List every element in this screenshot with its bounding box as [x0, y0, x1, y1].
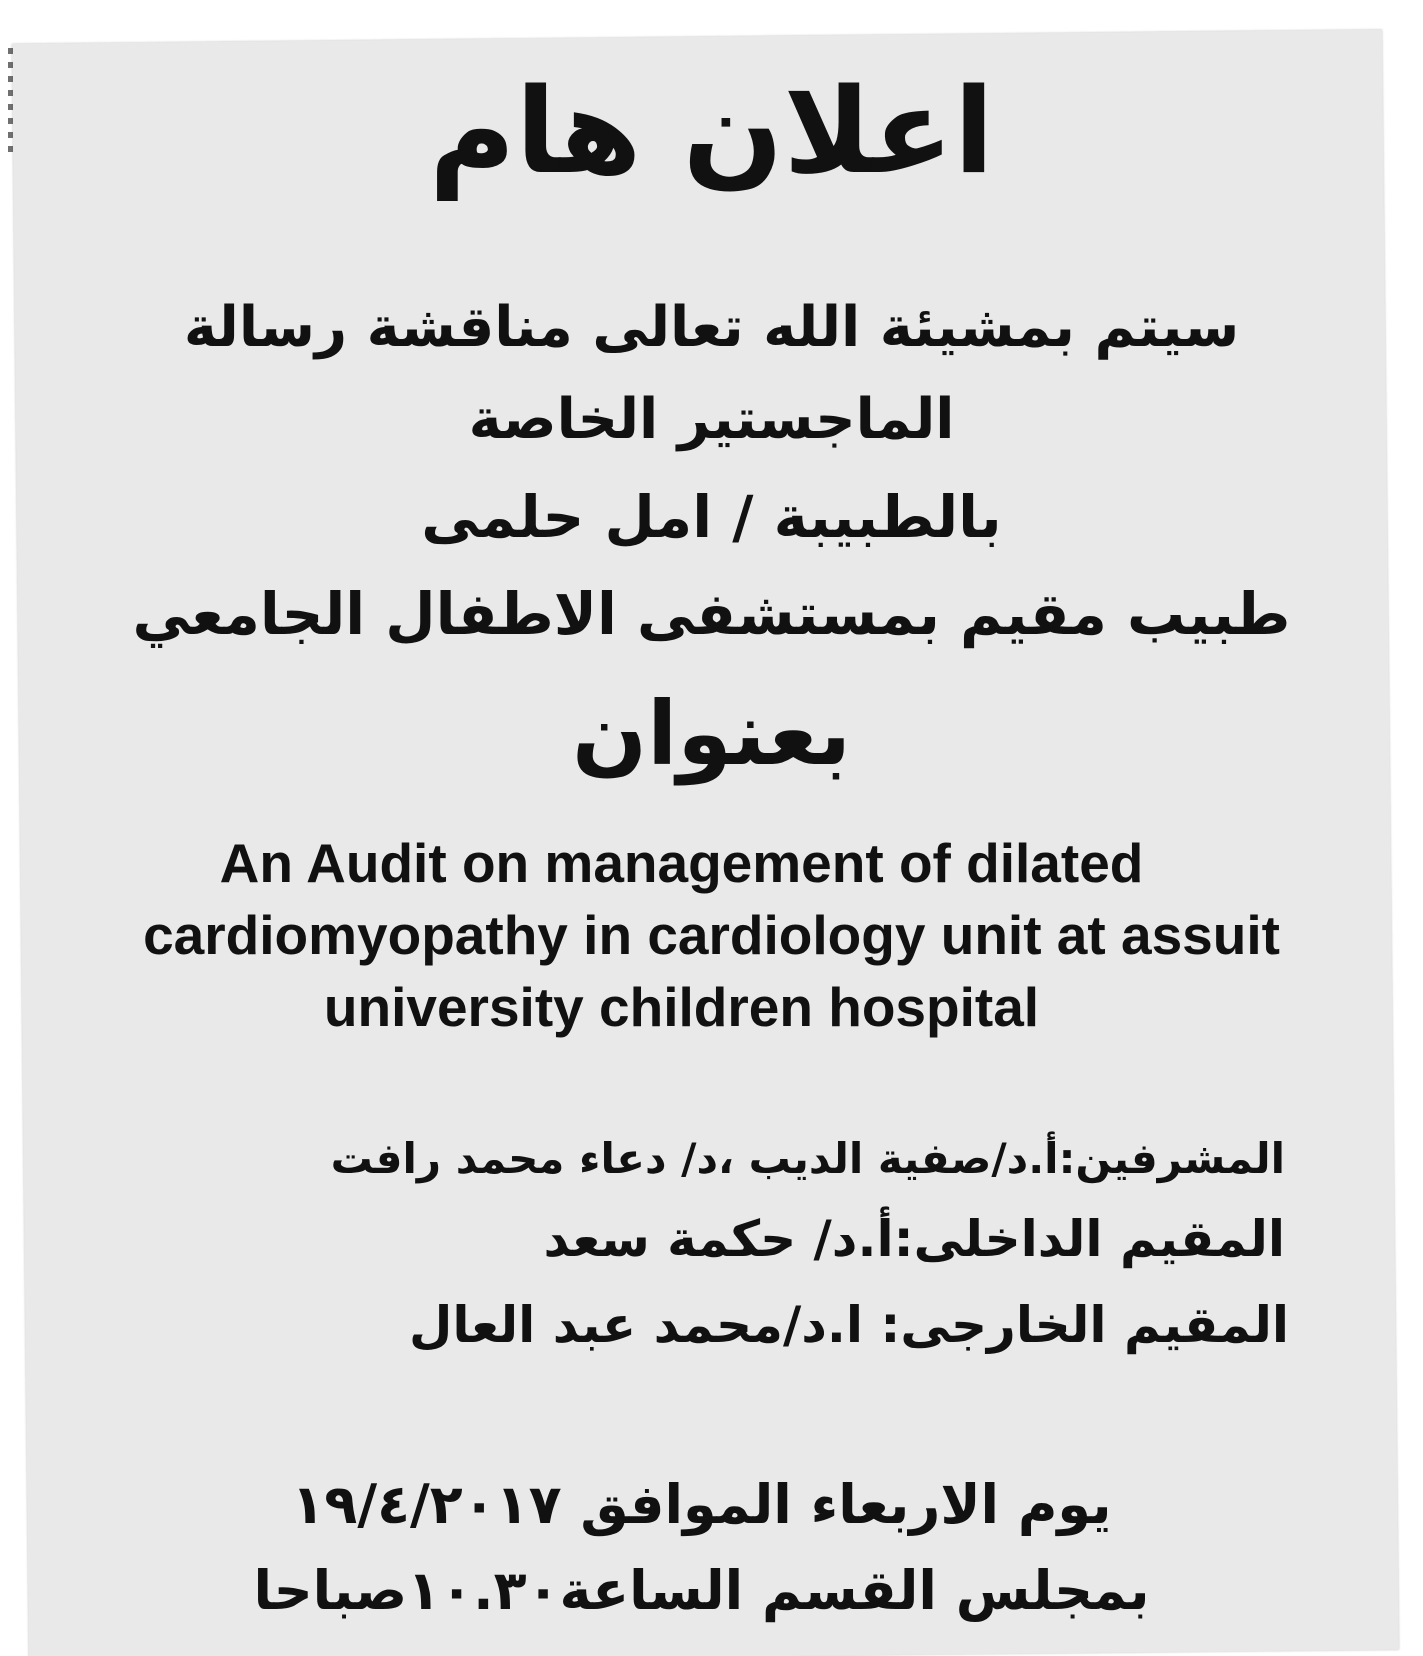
announcement-headline: اعلان هام: [428, 62, 995, 200]
candidate-name: بالطبيبة / امل حلمى: [421, 483, 1002, 551]
candidate-position: طبيب مقيم بمستشفى الاطفال الجامعي: [132, 580, 1291, 648]
date-line: يوم الاربعاء الموافق ١٩/٤/٢٠١٧: [291, 1473, 1112, 1536]
supervisors-line: المشرفين:أ.د/صفية الديب ،د/ دعاء محمد رافت: [330, 1134, 1285, 1183]
intro-line-1: سيتم بمشيئة الله تعالى مناقشة رسالة: [183, 295, 1240, 360]
thesis-title-line-3: university children hospital: [323, 976, 1040, 1038]
internal-examiner-line: المقيم الداخلى:أ.د/ حكمة سعد: [543, 1210, 1285, 1268]
intro-line-2: الماجستير الخاصة: [468, 387, 955, 452]
title-label: بعنوان: [571, 682, 852, 785]
place-time-line: بمجلس القسم الساعة١٠.٣٠صباحا: [253, 1559, 1150, 1622]
external-examiner-line: المقيم الخارجى: ا.د/محمد عبد العال: [409, 1296, 1289, 1354]
thesis-title-line-1: An Audit on management of dilated: [219, 832, 1144, 894]
thesis-title-line-2: cardiomyopathy in cardiology unit at assuit: [143, 904, 1280, 966]
